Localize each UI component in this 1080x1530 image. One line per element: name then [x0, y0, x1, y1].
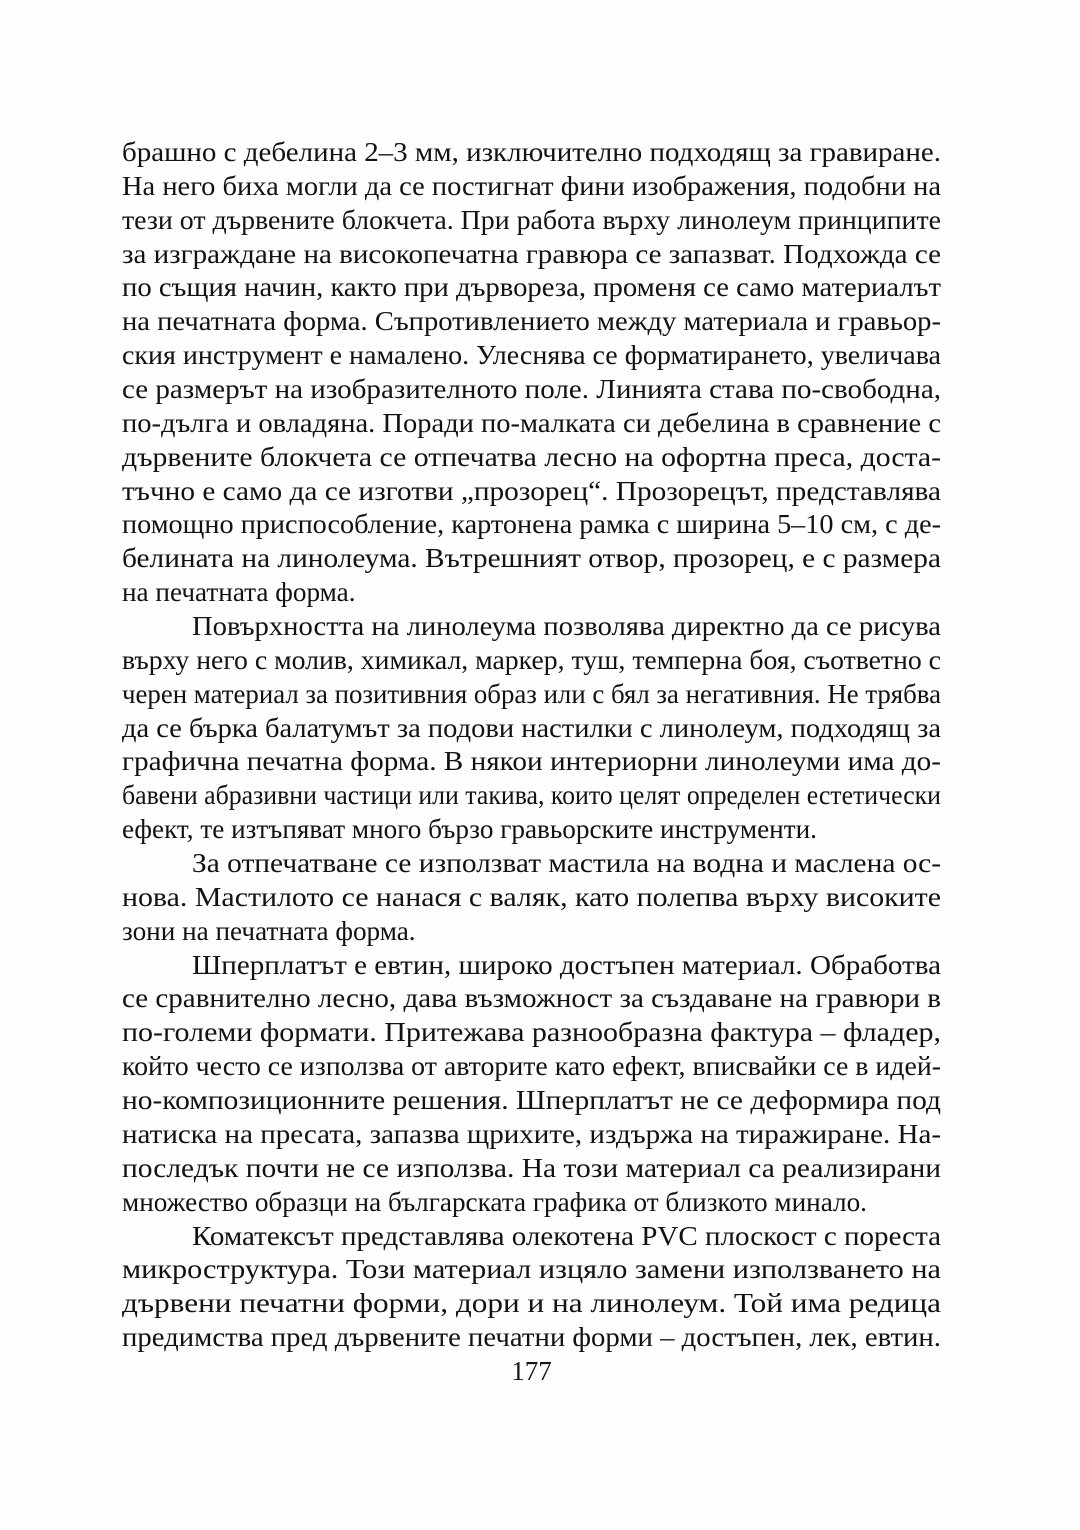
text-line [122, 1016, 941, 1050]
text-line [122, 644, 941, 678]
text-line-content: върху него с молив, химикал, маркер, туш, темперна боя, съответно с [122, 644, 941, 675]
text-line [122, 238, 941, 272]
text-line [122, 441, 941, 475]
text-line-content: Повърхността на линолеума позволява директно да се рисува [192, 611, 941, 642]
text-line-content: множество образци на българската графика от близкото минало. [122, 1186, 867, 1217]
text-line-content: белината на линолеума. Вътрешният отвор, прозорец, е с размера [122, 543, 941, 574]
text-line-content: ския инструмент е намалено. Улеснява се форматирането, увеличава [122, 340, 942, 371]
text-line [122, 982, 941, 1016]
text-line-content: брашно с дебелина 2–3 мм, изключително подходящ за гравиране. [122, 137, 941, 167]
text-line-content: тези от дървените блокчета. При работа върху линолеум принципите [122, 204, 941, 235]
page-number: 177 [511, 1356, 552, 1386]
text-line-content: тъчно е само да се изготви „прозорец“. Прозорецът, представлява [122, 475, 941, 506]
text-line-content: натиска на пресата, запазва щрихите, издържа на тиражиране. На- [122, 1118, 941, 1149]
text-line-content: помощно приспособление, картонена рамка с ширина 5–10 см, с де- [122, 509, 941, 540]
text-line [122, 1152, 941, 1186]
text-line-content: За отпечатване се използват мастила на водна и маслена ос- [192, 848, 941, 879]
text-line [122, 949, 941, 983]
text-line [122, 508, 941, 542]
text-line-content: по-големи формати. Притежава разнообразна фактура – фладер, [122, 1017, 941, 1048]
text-line [122, 1220, 941, 1254]
text-line [122, 1118, 941, 1152]
text-line [122, 881, 941, 915]
text-line-content: последък почти не се използва. На този материал са реализирани [122, 1152, 941, 1183]
text-line [122, 170, 941, 204]
text-line-content: по-дълга и овладяна. Поради по-малката си дебелина в сравнение с [122, 407, 942, 438]
text-line-content: микроструктура. Този материал изцяло замени използването на [122, 1254, 941, 1285]
text-line [122, 779, 941, 813]
text-line [122, 576, 941, 610]
text-line-content: предимства пред дървените печатни форми – достъпен, лек, евтин. [122, 1322, 941, 1353]
text-line [122, 305, 941, 339]
text-line [122, 373, 941, 407]
text-line-content: нова. Мастилото се нанася с валяк, като полепва върху високите [122, 881, 941, 912]
text-line-content: но-композиционните решения. Шперплатът не се деформира под [122, 1085, 941, 1116]
text-line-content: на печатната форма. Съпротивлението между материала и гравьор- [122, 306, 941, 337]
text-line-content: дървените блокчета се отпечатва лесно на офортна преса, доста- [122, 441, 941, 472]
text-line [122, 847, 941, 881]
text-line [122, 542, 941, 576]
text-line-content: черен материал за позитивния образ или с бял за негативния. Не трябва [122, 678, 941, 709]
text-line [122, 204, 941, 238]
text-line-content: ефект, те изтъпяват много бързо гравьорските инструменти. [122, 814, 817, 845]
text-line-content: графична печатна форма. В някои интериорни линолеуми има до- [122, 746, 941, 777]
text-line-content: Коматексът представлява олекотена PVC плоскост с пореста [192, 1220, 941, 1251]
text-line [122, 712, 941, 746]
text-line-content: бавени абразивни частици или такива, които целят определен естетически [122, 780, 941, 811]
text-line [122, 915, 941, 949]
text-line-content: да се бърка балатумът за подови настилки с линолеум, подходящ за [122, 712, 941, 743]
text-line-content: се размерът на изобразителното поле. Линията става по-свободна, [122, 374, 941, 405]
text-line-content: дървени печатни форми, дори и на линолеум. Той има редица [122, 1288, 941, 1319]
text-line-content: за изграждане на високопечатна гравюра се запазват. Подхожда се [122, 238, 941, 269]
text-line-content: се сравнително лесно, дава възможност за създаване на гравюри в [122, 983, 942, 1014]
text-line [122, 1186, 941, 1220]
text-line [122, 1050, 941, 1084]
text-line [122, 407, 941, 441]
text-line-content: по същия начин, както при дървореза, променя се само материалът [122, 272, 941, 303]
text-line-content: На него биха могли да се постигнат фини изображения, подобни на [122, 170, 941, 201]
text-line [122, 271, 941, 305]
text-line [122, 610, 941, 644]
text-line-content: който често се използва от авторите като ефект, вписвайки се в идей- [122, 1051, 941, 1082]
text-line [122, 1084, 941, 1118]
text-line-content: зони на печатната форма. [122, 915, 416, 946]
body-text [122, 136, 941, 1355]
text-line [122, 1287, 941, 1321]
text-line [122, 339, 941, 373]
text-line [122, 1321, 941, 1355]
text-line [122, 1253, 941, 1287]
text-line [122, 745, 941, 779]
text-line [122, 678, 941, 712]
text-line [122, 136, 941, 170]
text-line-content: на печатната форма. [122, 577, 356, 608]
text-line-content: Шперплатът е евтин, широко достъпен материал. Обработва [192, 949, 941, 980]
text-line [122, 813, 941, 847]
text-line [122, 475, 941, 509]
